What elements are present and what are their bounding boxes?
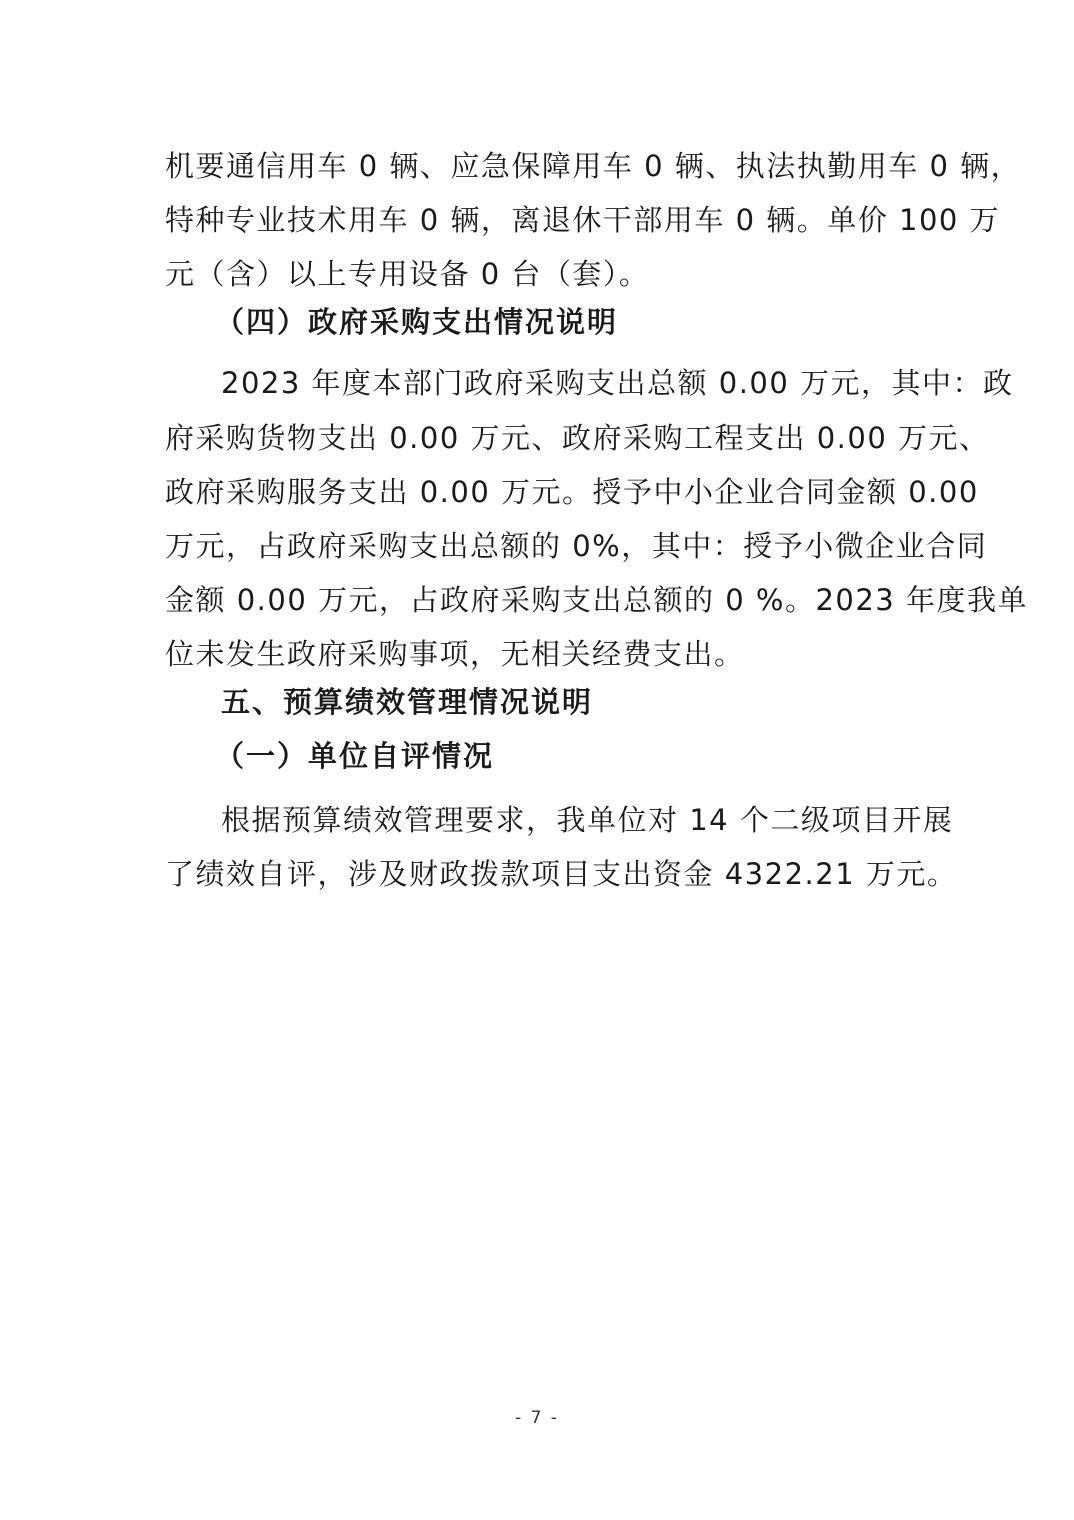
paragraph-line: 府采购货物支出 0.00 万元、政府采购工程支出 0.00 万元、 bbox=[165, 421, 990, 455]
subsection-heading-self-eval: （一）单位自评情况 bbox=[215, 739, 495, 773]
paragraph-line: 政府采购服务支出 0.00 万元。授予中小企业合同金额 0.00 bbox=[165, 475, 979, 509]
paragraph-line: 位未发生政府采购事项，无相关经费支出。 bbox=[165, 637, 745, 671]
section-heading-procurement: （四）政府采购支出情况说明 bbox=[215, 305, 619, 339]
paragraph-line: 了绩效自评，涉及财政拨款项目支出资金 4322.21 万元。 bbox=[165, 857, 958, 891]
paragraph-line: 2023 年度本部门政府采购支出总额 0.00 万元，其中：政 bbox=[221, 366, 1014, 400]
section-heading-performance: 五、预算绩效管理情况说明 bbox=[221, 685, 594, 719]
paragraph-line: 机要通信用车 0 辆、应急保障用车 0 辆、执法执勤用车 0 辆， bbox=[165, 149, 1022, 183]
paragraph-line: 元（含）以上专用设备 0 台（套）。 bbox=[165, 257, 650, 291]
paragraph-line: 特种专业技术用车 0 辆，离退休干部用车 0 辆。单价 100 万 bbox=[165, 203, 1001, 237]
paragraph-line: 金额 0.00 万元，占政府采购支出总额的 0 %。2023 年度我单 bbox=[165, 583, 1028, 617]
paragraph-line: 根据预算绩效管理要求，我单位对 14 个二级项目开展 bbox=[221, 803, 954, 837]
paragraph-line: 万元，占政府采购支出总额的 0%，其中：授予小微企业合同 bbox=[165, 529, 988, 563]
page-number: - 7 - bbox=[515, 1408, 559, 1428]
